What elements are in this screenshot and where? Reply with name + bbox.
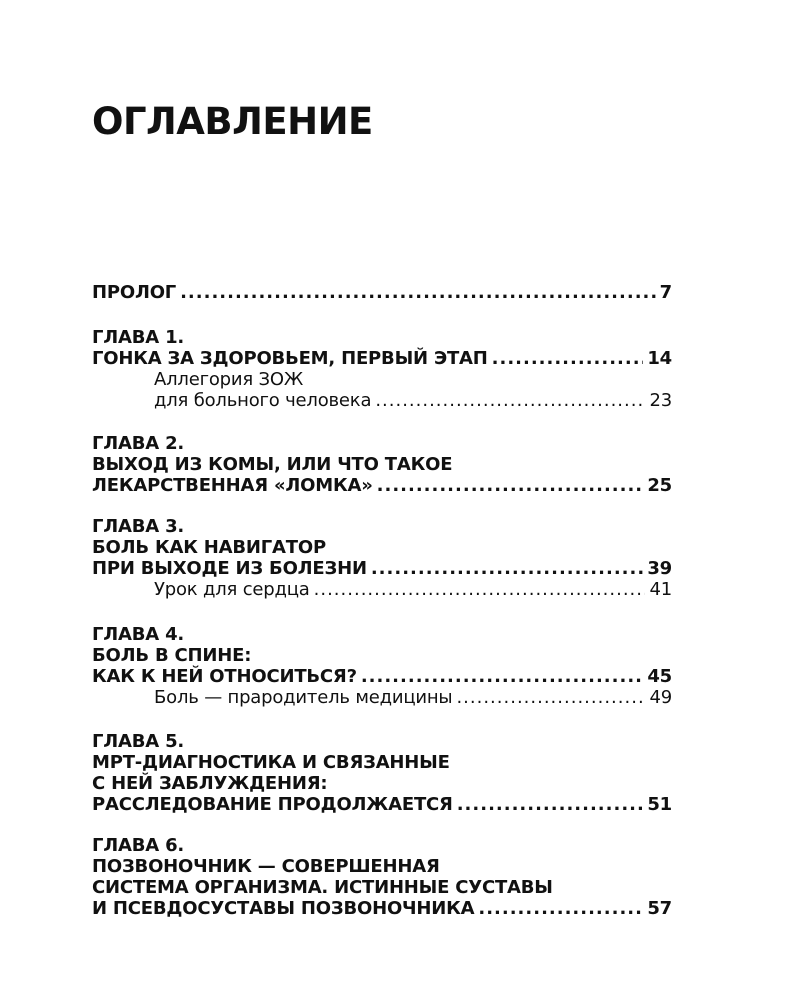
chapter-heading: ГЛАВА 3.	[92, 516, 185, 537]
page-number: 39	[647, 558, 672, 579]
dot-leader	[377, 475, 644, 496]
page-number: 41	[649, 579, 672, 600]
toc-subentry[interactable]	[154, 687, 672, 708]
toc-entry-chapter-3[interactable]	[92, 516, 672, 600]
subentry-title: для больного человека	[154, 390, 372, 411]
chapter-heading: ГЛАВА 1.	[92, 327, 185, 348]
chapter-heading: ГЛАВА 6.	[92, 835, 185, 856]
page-number: 51	[647, 794, 672, 815]
entry-title: ВЫХОД ИЗ КОМЫ, ИЛИ ЧТО ТАКОЕ	[92, 454, 453, 475]
page-number: 57	[647, 898, 672, 919]
dot-leader	[371, 558, 644, 579]
dot-leader	[456, 687, 645, 708]
page-number: 49	[649, 687, 672, 708]
entry-title: МРТ-ДИАГНОСТИКА И СВЯЗАННЫЕ	[92, 752, 450, 773]
chapter-heading: ГЛАВА 4.	[92, 624, 185, 645]
entry-title: РАССЛЕДОВАНИЕ ПРОДОЛЖАЕТСЯ	[92, 794, 453, 815]
dot-leader	[361, 666, 644, 687]
entry-title: БОЛЬ В СПИНЕ:	[92, 645, 252, 666]
page-number: 23	[649, 390, 672, 411]
dot-leader	[492, 348, 644, 369]
toc-subentry[interactable]	[154, 579, 672, 600]
dot-leader	[457, 794, 644, 815]
entry-title: ПОЗВОНОЧНИК — СОВЕРШЕННАЯ	[92, 856, 440, 877]
dot-leader	[314, 579, 646, 600]
entry-title: ЛЕКАРСТВЕННАЯ «ЛОМКА»	[92, 475, 373, 496]
toc-entry-chapter-6[interactable]	[92, 835, 672, 919]
entry-title: И ПСЕВДОСУСТАВЫ ПОЗВОНОЧНИКА	[92, 898, 475, 919]
entry-title: С НЕЙ ЗАБЛУЖДЕНИЯ:	[92, 773, 328, 794]
entry-title: ПРОЛОГ	[92, 282, 177, 303]
entry-title: СИСТЕМА ОРГАНИЗМА. ИСТИННЫЕ СУСТАВЫ	[92, 877, 553, 898]
chapter-heading: ГЛАВА 2.	[92, 433, 185, 454]
toc-entry-chapter-1[interactable]	[92, 327, 672, 411]
subentry-title: Боль — прародитель медицины	[154, 687, 453, 708]
dot-leader	[375, 390, 645, 411]
entry-title: БОЛЬ КАК НАВИГАТОР	[92, 537, 326, 558]
toc-entry-chapter-5[interactable]	[92, 731, 672, 815]
page-number: 45	[647, 666, 672, 687]
dot-leader	[180, 282, 656, 303]
toc-entry-chapter-2[interactable]	[92, 433, 672, 496]
page-number: 7	[659, 282, 672, 303]
subentry-title: Аллегория ЗОЖ	[154, 369, 304, 390]
page-number: 25	[647, 475, 672, 496]
page-number: 14	[647, 348, 672, 369]
dot-leader	[478, 898, 643, 919]
entry-title: ПРИ ВЫХОДЕ ИЗ БОЛЕЗНИ	[92, 558, 367, 579]
toc-entry-prolog[interactable]	[92, 282, 672, 303]
toc-entry-chapter-4[interactable]	[92, 624, 672, 708]
toc-subentry[interactable]	[154, 369, 672, 411]
chapter-heading: ГЛАВА 5.	[92, 731, 185, 752]
subentry-title: Урок для сердца	[154, 579, 310, 600]
entry-title: КАК К НЕЙ ОТНОСИТЬСЯ?	[92, 666, 357, 687]
page-title: ОГЛАВЛЕНИЕ	[92, 100, 373, 143]
entry-title: ГОНКА ЗА ЗДОРОВЬЕМ, ПЕРВЫЙ ЭТАП	[92, 348, 488, 369]
